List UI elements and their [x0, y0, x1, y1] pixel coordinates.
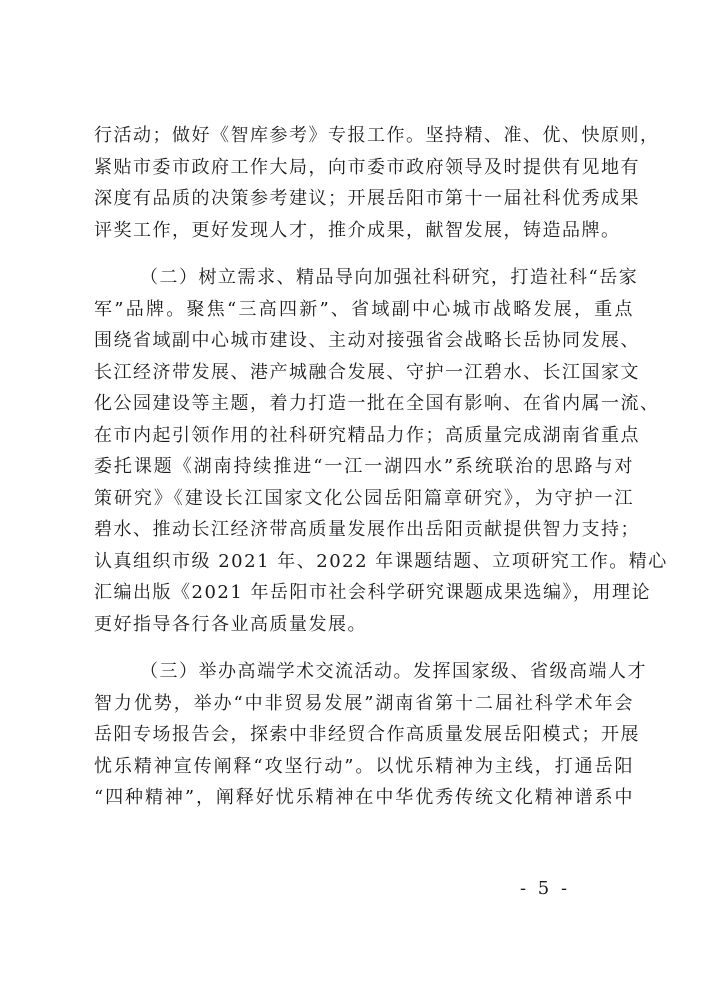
paragraph-section-three	[94, 656, 647, 814]
paragraph-continuation	[94, 120, 660, 246]
text-line: 岳阳专场报告会，探索中非经贸合作高质量发展岳阳模式；开展	[94, 724, 640, 745]
section-heading-line: （二）树立需求、精品导向加强社科研究，打造社科“岳家	[140, 267, 639, 288]
text-line: 策研究》《建设长江国家文化公园岳阳篇章研究》，为守护一江	[94, 487, 634, 509]
page-number: - 5 -	[520, 878, 571, 899]
section-heading-line: （三）举办高端学术交流活动。发挥国家级、省级高端人才	[140, 661, 647, 682]
text-line: 行活动；做好《智库参考》专报工作。坚持精、准、优、快原则，	[94, 125, 660, 146]
text-line: 忧乐精神宣传阐释“攻坚行动”。以忧乐精神为主线，打通岳阳	[94, 755, 634, 777]
text-line: 长江经济带发展、港产城融合发展、守护一江碧水、长江国家文	[94, 361, 640, 383]
text-line: 委托课题《湖南持续推进“一江一湖四水”系统联治的思路与对	[94, 456, 634, 477]
text-line: 化公园建设等主题，着力打造一批在全国有影响、在省内属一流、	[94, 393, 660, 414]
text-line: 军”品牌。聚焦“三高四新”、省域副中心城市战略发展，重点	[94, 298, 634, 320]
text-line: 深度有品质的决策参考建议；开展岳阳市第十一届社科优秀成果	[94, 188, 640, 209]
text-line: 认真组织市级 2021 年、2022 年课题结题、立项研究工作。精心	[94, 550, 668, 572]
text-line: 智力优势，举办“中非贸易发展”湖南省第十二届社科学术年会	[94, 692, 634, 714]
text-line: “四种精神”，阐释好忧乐精神在中华优秀传统文化精神谱系中	[94, 787, 634, 808]
text-line: 碧水、推动长江经济带高质量发展作出岳阳贡献提供智力支持；	[94, 519, 640, 540]
text-line: 评奖工作，更好发现人才，推介成果，献智发展，铸造品牌。	[94, 219, 621, 241]
body-text	[94, 120, 668, 814]
text-line: 紧贴市委市政府工作大局，向市委市政府领导及时提供有见地有	[94, 156, 640, 178]
text-line: 汇编出版《2021 年岳阳市社会科学研究课题成果选编》，用理论	[94, 582, 652, 603]
text-line: 更好指导各行各业高质量发展。	[94, 613, 367, 635]
text-line: 在市内起引领作用的社科研究精品力作；高质量完成湖南省重点	[94, 424, 640, 446]
text-line: 围绕省域副中心城市建设、主动对接强省会战略长岳协同发展、	[94, 330, 640, 351]
paragraph-section-two	[94, 262, 668, 640]
